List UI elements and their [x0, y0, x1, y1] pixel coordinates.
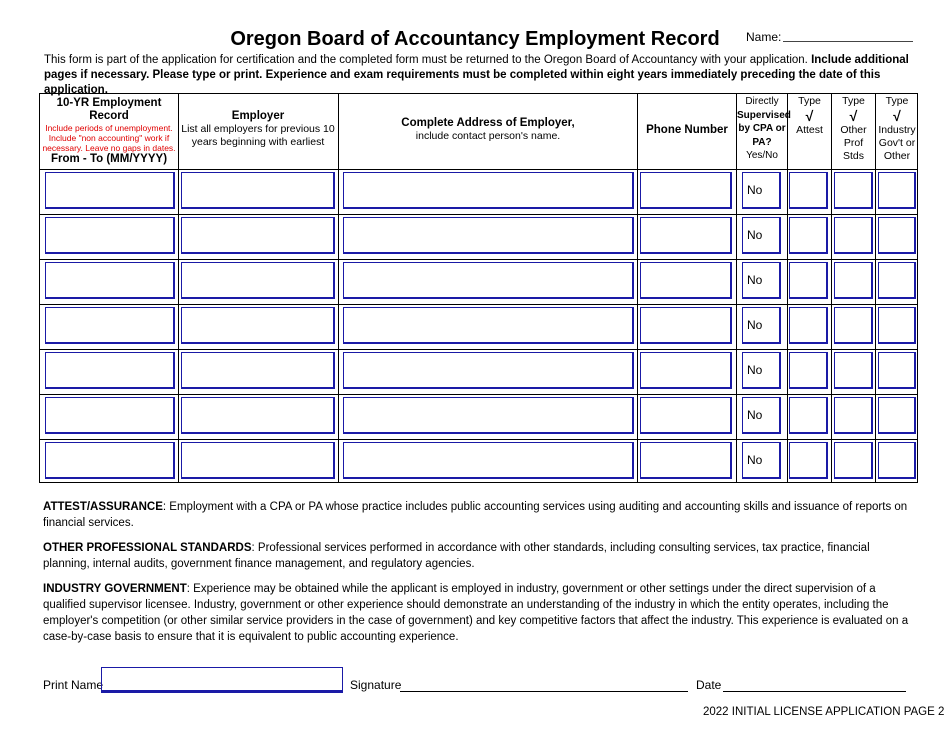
intro-normal: This form is part of the application for certification and the completed form must be returned to the Oregon Board of Accountancy with your application.: [44, 54, 808, 66]
address-field[interactable]: [343, 172, 634, 209]
header-phone: [639, 124, 735, 137]
attest-field[interactable]: [789, 307, 828, 344]
supervised-field[interactable]: No: [742, 172, 781, 209]
other-prof-field[interactable]: [834, 217, 873, 254]
header-industry: [876, 95, 918, 163]
supervised-field[interactable]: No: [742, 397, 781, 434]
header-industry-l1: Industry: [878, 124, 916, 136]
definition-attest-term: ATTEST/ASSURANCE: [43, 501, 163, 513]
name-label: Name:: [746, 30, 782, 44]
date-range-field[interactable]: [45, 352, 175, 389]
checkmark-icon: √: [805, 108, 814, 124]
row-divider: [40, 349, 917, 350]
header-supervised-l3: by CPA or: [738, 123, 786, 134]
date-range-field[interactable]: [45, 307, 175, 344]
header-record: [40, 97, 178, 166]
industry-field[interactable]: [878, 217, 916, 254]
industry-field[interactable]: [878, 352, 916, 389]
supervised-field[interactable]: No: [742, 262, 781, 299]
page-footer: 2022 INITIAL LICENSE APPLICATION PAGE 2: [703, 706, 945, 718]
date-range-field[interactable]: [45, 262, 175, 299]
other-prof-field[interactable]: [834, 397, 873, 434]
attest-field[interactable]: [789, 262, 828, 299]
attest-field[interactable]: [789, 217, 828, 254]
header-attest: [788, 95, 831, 137]
industry-field[interactable]: [878, 262, 916, 299]
attest-field[interactable]: [789, 442, 828, 479]
other-prof-field[interactable]: [834, 352, 873, 389]
intro-text: [44, 53, 924, 98]
checkmark-icon: √: [893, 108, 901, 124]
signature-field[interactable]: [400, 691, 688, 692]
header-supervised-l1: Directly: [745, 96, 779, 107]
industry-field[interactable]: [878, 307, 916, 344]
row-divider: [40, 394, 917, 395]
definition-ind-text: : Experience may be obtained while the applicant is employed in industry, government or other settings under the direct supervision of a qualified supervisor licensee. Industry, government or other experience should demonstrate an understanding of the industry in which the entity operates, including the employer's competition (or other similar service providers in the case of government) and key competitive factors that affect the industry. This experience is evaluated on a case-by-case basis to ensure that it is equivalent to public accounting experience.: [43, 583, 909, 643]
header-phone-title: Phone Number: [646, 124, 728, 136]
date-field[interactable]: [723, 691, 906, 692]
header-other-type: Type: [842, 95, 865, 107]
supervised-field[interactable]: No: [742, 307, 781, 344]
industry-field[interactable]: [878, 172, 916, 209]
header-address: [340, 117, 636, 143]
phone-field[interactable]: [640, 442, 732, 479]
header-supervised-l4: PA?: [752, 136, 772, 148]
header-supervised-l2: Supervised: [737, 109, 791, 121]
intro-bold: Include additional pages if necessary. Please type or print. Experience and exam requirements must be completed within eight years immediately preceding the date of this application.: [44, 54, 909, 96]
employer-field[interactable]: [181, 352, 335, 389]
other-prof-field[interactable]: [834, 442, 873, 479]
employer-field[interactable]: [181, 217, 335, 254]
header-supervised-l5: Yes/No: [746, 150, 778, 161]
attest-field[interactable]: [789, 397, 828, 434]
header-supervised: [737, 95, 791, 163]
definition-industry: [43, 581, 913, 645]
phone-field[interactable]: [640, 262, 732, 299]
definition-attest-text: : Employment with a CPA or PA whose practice includes public accounting services using auditing and accounting skills and issuance of reports on financial services.: [43, 501, 908, 529]
employer-field[interactable]: [181, 397, 335, 434]
header-employer-title: Employer: [231, 110, 285, 122]
header-attest-label: Attest: [796, 124, 823, 136]
col-divider: [637, 94, 638, 482]
header-record-note: Include periods of unemployment. Include "non accounting" work if necessary. Leave no gaps in dates.: [42, 123, 176, 153]
supervised-field[interactable]: No: [742, 442, 781, 479]
supervised-field[interactable]: No: [742, 352, 781, 389]
header-employer-sub: List all employers for previous 10 years beginning with earliest: [181, 123, 335, 148]
header-industry-l3: Other: [883, 150, 911, 162]
header-industry-l2: Gov't or: [878, 137, 916, 149]
header-record-title: 10-YR Employment Record: [56, 97, 162, 122]
address-field[interactable]: [343, 352, 634, 389]
signature-label: Signature: [350, 678, 402, 692]
page-title: Oregon Board of Accountancy Employment Record: [230, 28, 720, 50]
header-other-l1: Other: [840, 124, 867, 136]
phone-field[interactable]: [640, 307, 732, 344]
row-divider: [40, 259, 917, 260]
phone-field[interactable]: [640, 172, 732, 209]
header-record-subtitle: From - To (MM/YYYY): [50, 153, 168, 165]
address-field[interactable]: [343, 262, 634, 299]
header-industry-type: Type: [885, 95, 909, 107]
header-employer: [180, 110, 336, 149]
col-divider: [787, 94, 788, 482]
definition-ops-term: OTHER PROFESSIONAL STANDARDS: [43, 542, 252, 554]
date-range-field[interactable]: [45, 172, 175, 209]
row-divider: [40, 214, 917, 215]
phone-field[interactable]: [640, 352, 732, 389]
print-name-label: Print Name: [43, 678, 104, 692]
date-label: Date: [696, 678, 722, 692]
address-field[interactable]: [343, 307, 634, 344]
row-divider: [40, 169, 917, 170]
print-name-field[interactable]: [101, 667, 343, 693]
employment-table: [39, 93, 918, 483]
col-divider: [338, 94, 339, 482]
col-divider: [178, 94, 179, 482]
header-other-l2: Prof: [843, 137, 864, 149]
phone-field[interactable]: [640, 217, 732, 254]
supervised-field[interactable]: No: [742, 217, 781, 254]
row-divider: [40, 304, 917, 305]
header-other-prof: [832, 95, 875, 163]
attest-field[interactable]: [789, 172, 828, 209]
header-address-title: Complete Address of Employer,: [401, 117, 575, 129]
employer-field[interactable]: [181, 172, 335, 209]
employer-field[interactable]: [181, 442, 335, 479]
definition-ind-term: INDUSTRY GOVERNMENT: [43, 583, 187, 595]
header-attest-type: Type: [798, 95, 821, 107]
name-field[interactable]: [783, 41, 913, 42]
date-range-field[interactable]: [45, 217, 175, 254]
header-other-l3: Stds: [842, 150, 864, 162]
definition-attest: [43, 499, 913, 531]
address-field[interactable]: [343, 442, 634, 479]
attest-field[interactable]: [789, 352, 828, 389]
employer-field[interactable]: [181, 262, 335, 299]
industry-field[interactable]: [878, 397, 916, 434]
industry-field[interactable]: [878, 442, 916, 479]
phone-field[interactable]: [640, 397, 732, 434]
address-field[interactable]: [343, 217, 634, 254]
employer-field[interactable]: [181, 307, 335, 344]
date-range-field[interactable]: [45, 442, 175, 479]
other-prof-field[interactable]: [834, 307, 873, 344]
date-range-field[interactable]: [45, 397, 175, 434]
other-prof-field[interactable]: [834, 172, 873, 209]
address-field[interactable]: [343, 397, 634, 434]
checkmark-icon: √: [849, 108, 858, 124]
row-divider: [40, 439, 917, 440]
definition-ops-text: : Professional services performed in accordance with other standards, including consulting services, tax practice, financial planning, internal audits, government finance management, and regulatory agencies.: [43, 542, 870, 570]
definition-other-prof: [43, 540, 913, 572]
other-prof-field[interactable]: [834, 262, 873, 299]
header-address-sub: include contact person's name.: [415, 130, 561, 142]
